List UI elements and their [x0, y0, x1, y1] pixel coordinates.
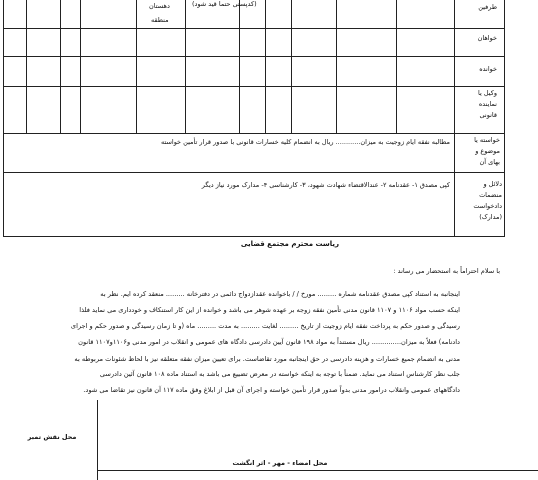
region-label: منطقه [151, 16, 169, 24]
letter-line: مدنی به انضمام جمیع خسارات و هزینه دادرسی در حق اینجانبه مورد تقاضاست. برای تعیین میزان نفقه متعلقه نیز با لحاظ شئونات مربوطه به [74, 355, 460, 363]
postal-code-note: (کدپستی حتما قید شود) [192, 0, 257, 8]
row-label-defendant: خوانده [479, 65, 497, 73]
stamp-label: محل نقش تمبر [27, 433, 77, 441]
district-label: دهستان [149, 2, 170, 10]
letter-line: اینجانبه به استناد کپی مصدق عقدنامه شماره ......... مورخ / / باخوانده عقدازدواج دائمی در دفترخانه ......... منعقد کرده ایم. نظر به [100, 290, 460, 298]
letter-line: رسیدگی و صدور حکم به پرداخت نفقه ایام زوجیت از تاریخ ......... لغایت ......... به مدت ......... ماه (و تا زمان رسیدگی و صدور حکم و اجرای [70, 322, 460, 330]
letter-heading: ریاست محترم مجتمع قضایی [240, 240, 340, 248]
letter-line: دادنامه) فعلاً به میزان.............. ریال مستنداً به مواد ۱۹۸ قانون آیین دادرسی دادگاه های عمومی و انقلاب در امور مدنی و۱۱۰۶و۱۱۰۷ قانون [78, 338, 460, 346]
row-label-parties: طرفین [478, 3, 497, 11]
letter-line: دادگاههای عمومی وانقلاب درامور مدنی بدواً صدور قرار تأمین خواسته و اجرای آن قبل از ابلاغ وفق ماده ۱۱۷ آن قانون نیز تقاضا می شود. [83, 386, 460, 394]
claim-text: مطالبه نفقه ایام زوجیت به میزان............ ریال به انضمام کلیه خسارات قانونی با صدور قرار تأمین خواسته [161, 138, 450, 146]
plaintiff-defendant-table [0, 0, 538, 236]
row-label-plaintiff: خواهان [477, 34, 497, 42]
row-label-evidence: دلائل و منضمات دادخواست (مدارک) [473, 180, 502, 221]
row-label-claim: خواسته یا موضوع و بهای آن [474, 136, 500, 166]
evidence-text: کپی مصدق ۱- عقدنامه ۲- عندالاقتضاء شهادت شهود، ۳- کارشناسی ۴- مدارک مورد نیاز دیگر [201, 181, 450, 189]
signature-label: محل امضاء - مهر - اثر انگشت [232, 459, 328, 467]
letter-line: اینکه حسب مواد ۱۱۰۶ و ۱۱۰۷ قانون مدنی تأمین نفقه زوجه بر عهده شوهر می باشد و خوانده از این کار استنکاف و خودداری می نماید فلذا [79, 306, 460, 314]
row-label-attorney: وکیل یا نماینده قانونی [478, 89, 497, 119]
letter-salutation: با سلام احتراماً به استحضار می رساند : [393, 267, 500, 275]
letter-line: جلب نظر کارشناس استناد می نماید. ضمناً با توجه به اینکه خواسته در معرض تضییع می باشد به استناد ماده ۱۰۸ قانون آئین دادرسی [99, 370, 460, 378]
